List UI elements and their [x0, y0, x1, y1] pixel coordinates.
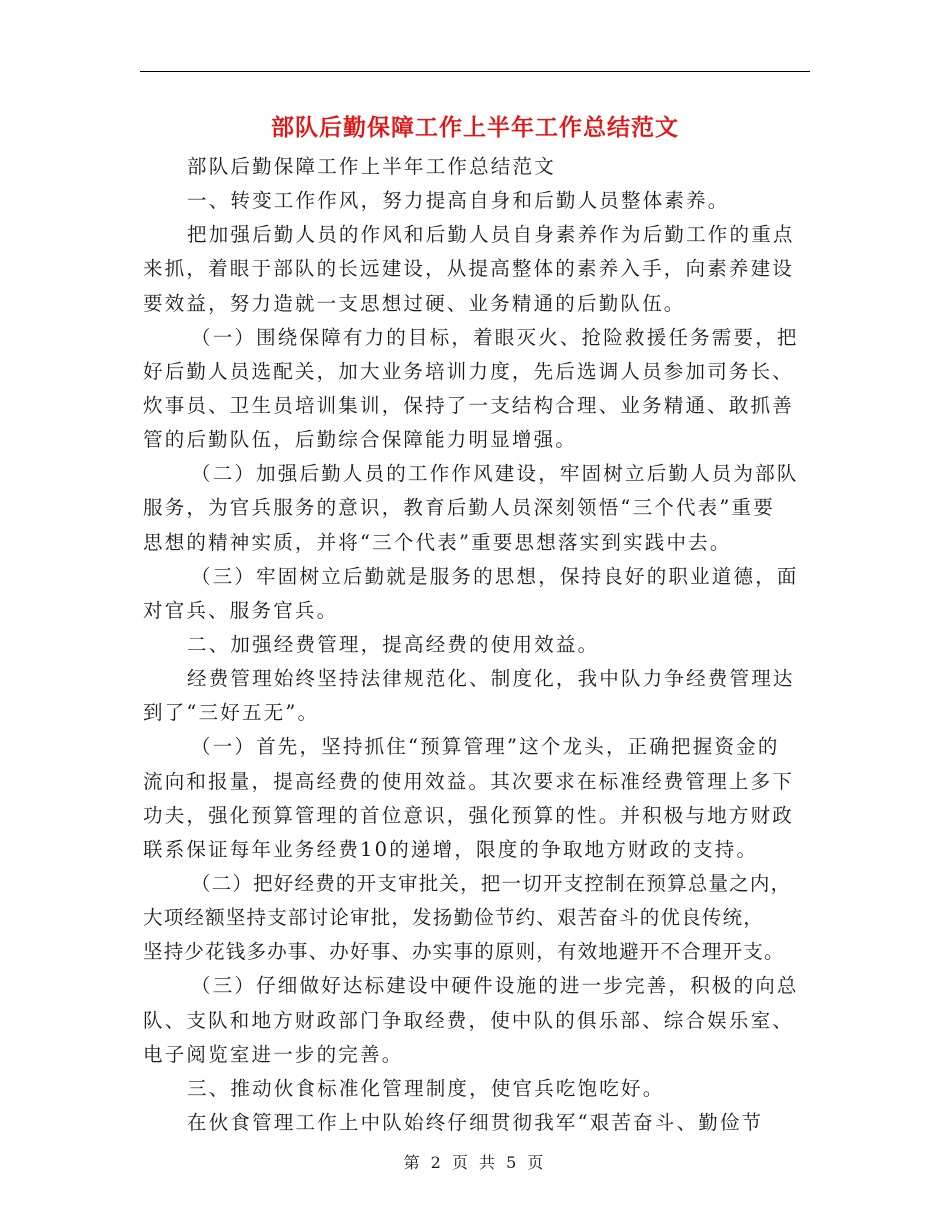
paragraph-line: 服务，为官兵服务的意识，教育后勤人员深刻领悟“三个代表”重要 — [143, 496, 775, 520]
paragraph-line: 对官兵、服务官兵。 — [143, 598, 339, 622]
paragraph-line: 在伙食管理工作上中队始终仔细贯彻我军“艰苦奋斗、勤俭节 — [187, 1110, 764, 1134]
paragraph-line: 把加强后勤人员的作风和后勤人员自身素养作为后勤工作的重点 — [187, 223, 795, 247]
paragraph-line: （三）仔细做好达标建设中硬件设施的进一步完善，积极的向总 — [191, 974, 799, 998]
paragraph-line: 流向和报量，提高经费的使用效益。其次要求在标准经费管理上多下 — [143, 769, 795, 793]
paragraph-line: （一）首先，坚持抓住“预算管理”这个龙头，正确把握资金的 — [191, 735, 780, 759]
paragraph-line: （二）加强后勤人员的工作作风建设，牢固树立后勤人员为部队 — [191, 462, 799, 486]
paragraph-line: 队、支队和地方财政部门争取经费，使中队的俱乐部、综合娱乐室、 — [143, 1008, 795, 1032]
paragraph-line: 三、推动伙食标准化管理制度，使官兵吃饱吃好。 — [187, 1076, 665, 1100]
paragraph-line: 管的后勤队伍，后勤综合保障能力明显增强。 — [143, 428, 578, 452]
paragraph-line: 要效益，努力造就一支思想过硬、业务精通的后勤队伍。 — [143, 291, 686, 315]
paragraph-line: 来抓，着眼于部队的长远建设，从提高整体的素养入手，向素养建设 — [143, 257, 795, 281]
document-title: 部队后勤保障工作上半年工作总结范文 — [271, 115, 679, 141]
paragraph-line: 大项经额坚持支部讨论审批，发扬勤俭节约、艰苦奋斗的优良传统， — [143, 906, 765, 930]
page-number: 第 2 页 共 5 页 — [403, 1153, 547, 1172]
paragraph-line: 经费管理始终坚持法律规范化、制度化，我中队力争经费管理达 — [187, 667, 795, 691]
paragraph-line: 一、转变工作作风，努力提高自身和后勤人员整体素养。 — [187, 189, 730, 213]
document-body — [143, 150, 807, 1140]
paragraph-line: 联系保证每年业务经费10的递增，限度的争取地方财政的支持。 — [143, 837, 759, 861]
paragraph-line: （一）围绕保障有力的目标，着眼灭火、抢险救援任务需要，把 — [191, 325, 799, 349]
header-rule — [140, 71, 810, 72]
paragraph-line: 思想的精神实质，并将“三个代表”重要思想落实到实践中去。 — [143, 530, 732, 554]
paragraph-line: 到了“三好五无”。 — [143, 701, 320, 725]
paragraph-line: （二）把好经费的开支审批关，把一切开支控制在预算总量之内， — [191, 871, 792, 895]
paragraph-line: 部队后勤保障工作上半年工作总结范文 — [187, 155, 556, 178]
paragraph-line: 好后勤人员选配关，加大业务培训力度，先后选调人员参加司务长、 — [143, 359, 795, 383]
paragraph-line: 二、加强经费管理，提高经费的使用效益。 — [187, 632, 600, 656]
paragraph-line: 坚持少花钱多办事、办好事、办实事的原则，有效地避开不合理开支。 — [143, 940, 785, 964]
paragraph-line: 电子阅览室进一步的完善。 — [143, 1042, 404, 1066]
paragraph-line: （三）牢固树立后勤就是服务的思想，保持良好的职业道德，面 — [191, 564, 799, 588]
paragraph-line: 功夫，强化预算管理的首位意识，强化预算的性。并积极与地方财政 — [143, 803, 795, 827]
paragraph-line: 炊事员、卫生员培训集训，保持了一支结构合理、业务精通、敢抓善 — [143, 393, 795, 417]
